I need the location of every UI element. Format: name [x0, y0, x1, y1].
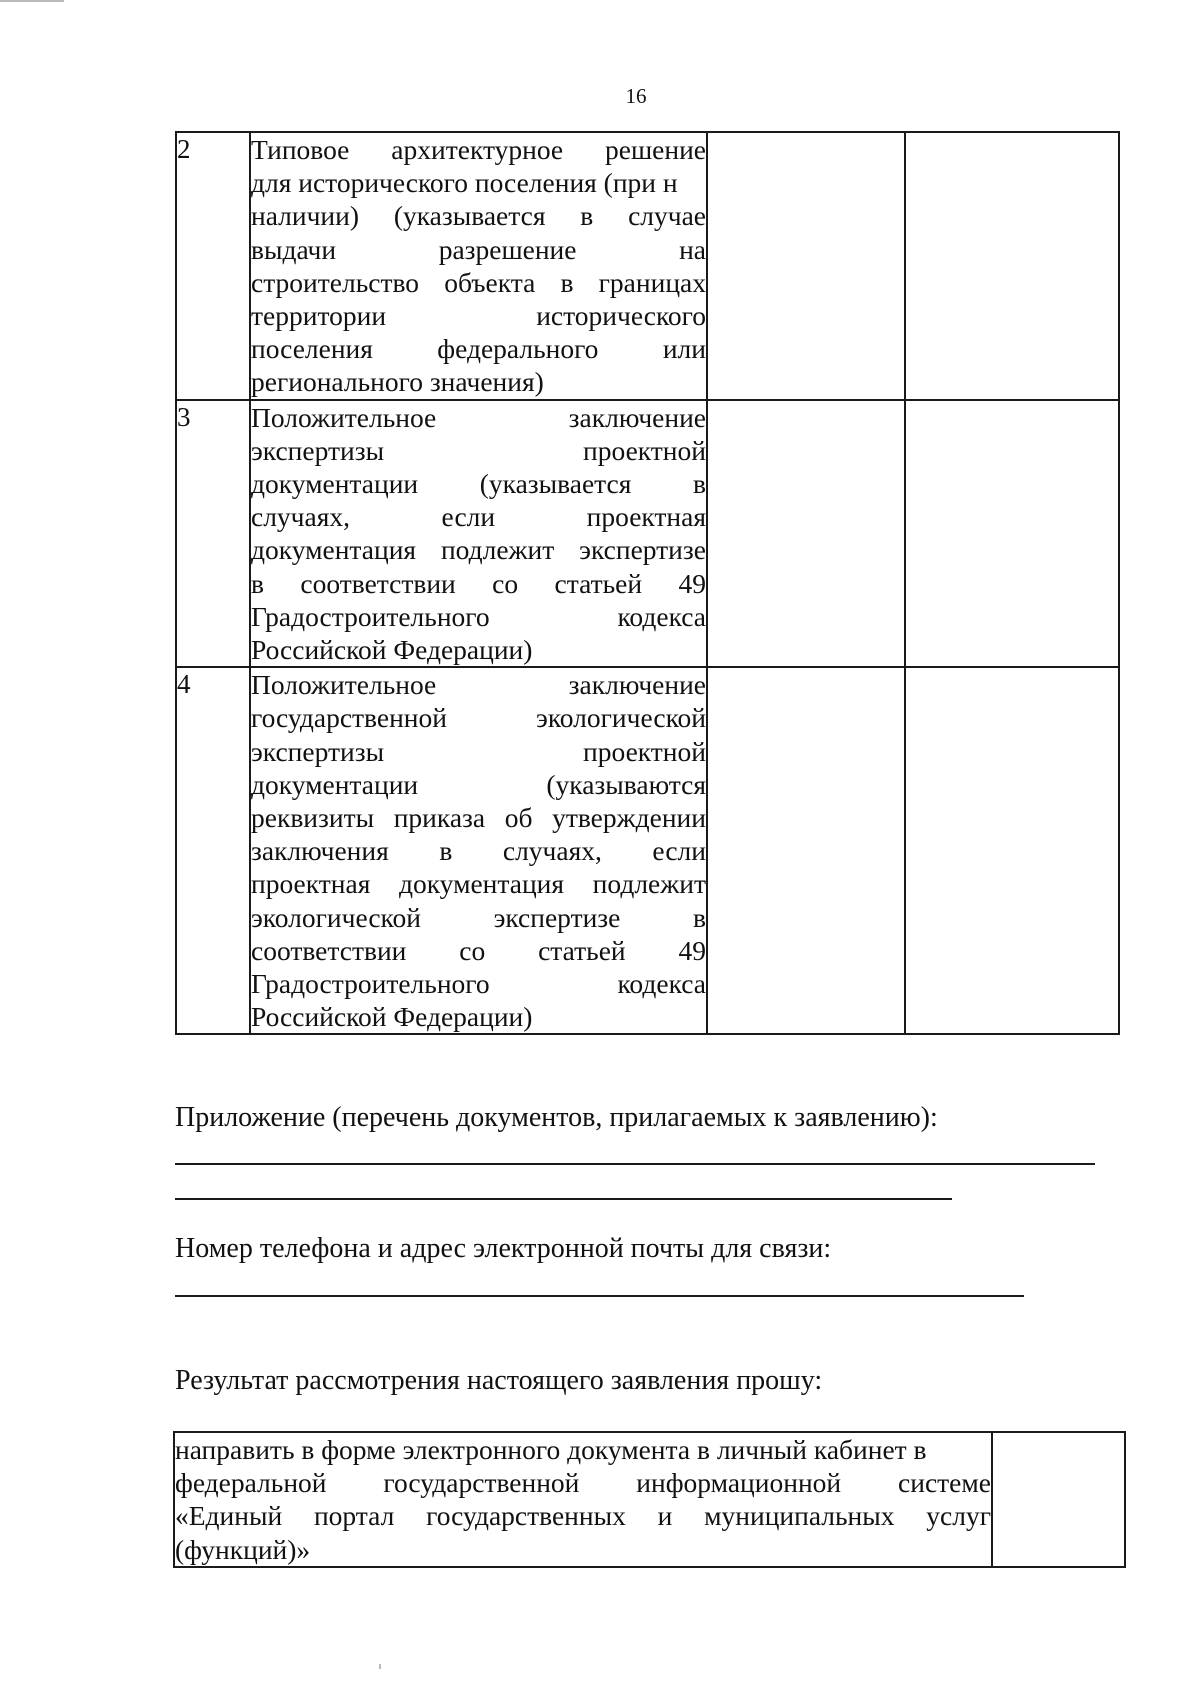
text-line: Российской Федерации) — [251, 1001, 533, 1033]
text-line: экспертизы проектной — [251, 434, 706, 466]
row-number: 2 — [176, 132, 250, 400]
row-description — [250, 400, 707, 668]
text-line: Типовое архитектурное решение — [251, 134, 706, 165]
result-option-mark-cell[interactable] — [992, 1432, 1125, 1567]
table-row — [176, 132, 1119, 400]
text-line: экологической экспертизе в — [251, 901, 706, 933]
row-number: 3 — [176, 400, 250, 668]
page-number: 16 — [625, 84, 647, 108]
text-line: федеральной государственной информационной системе — [175, 1467, 991, 1499]
row-note-cell — [905, 400, 1119, 668]
text-line: для исторического поселения (при н — [251, 167, 678, 199]
table-row — [176, 400, 1119, 668]
text-line: Градостроительного кодекса — [251, 968, 706, 1000]
attachments-line-2 — [175, 1198, 952, 1200]
text-line: регионального значения) — [251, 366, 544, 398]
text-line: документации (указывается в — [251, 468, 706, 500]
text-line: документации (указываются — [251, 768, 706, 800]
row-details-cell — [707, 667, 905, 1034]
row-description — [250, 667, 707, 1034]
text-line: в соответствии со статьей 49 — [251, 567, 706, 599]
text-line: реквизиты приказа об утверждении — [251, 802, 706, 834]
table-row — [174, 1432, 1125, 1567]
text-line: экспертизы проектной — [251, 735, 706, 767]
text-line: государственной экологической — [251, 702, 706, 734]
contact-line — [175, 1295, 1024, 1297]
text-line: документация подлежит экспертизе — [251, 534, 706, 566]
text-line: проектная документация подлежит — [251, 868, 706, 900]
row-details-cell — [707, 400, 905, 668]
documents-table — [175, 131, 1120, 1035]
row-number: 4 — [176, 667, 250, 1034]
text-line: Положительное заключение — [251, 401, 706, 433]
result-options-table — [173, 1431, 1126, 1568]
scan-edge-mark — [0, 0, 64, 2]
table-row — [176, 667, 1119, 1034]
text-line: наличии) (указывается в случае — [251, 200, 706, 232]
text-line: Градостроительного кодекса — [251, 600, 706, 632]
attachments-line-1 — [175, 1163, 1095, 1165]
text-line: соответствии со статьей 49 — [251, 934, 706, 966]
text-line: выдачи разрешение на — [251, 233, 706, 265]
text-line: Положительное заключение — [251, 669, 706, 701]
text-line: направить в форме электронного документа в личный кабинет в — [175, 1434, 927, 1465]
attachments-label: Приложение (перечень документов, прилагаемых к заявлению): — [175, 1102, 938, 1133]
row-description — [250, 132, 707, 400]
text-line: Российской Федерации) — [251, 634, 533, 666]
text-line: поселения федерального или — [251, 333, 706, 365]
text-line: «Единый портал государственных и муниципальных услуг — [175, 1500, 991, 1532]
result-label: Результат рассмотрения настоящего заявления прошу: — [175, 1365, 823, 1396]
text-line: заключения в случаях, если — [251, 835, 706, 867]
result-option-description — [174, 1432, 992, 1567]
row-details-cell — [707, 132, 905, 400]
row-note-cell — [905, 667, 1119, 1034]
text-line: случаях, если проектная — [251, 501, 706, 533]
text-line: (функций)» — [175, 1533, 311, 1565]
scan-speck — [379, 1664, 381, 1669]
text-line: территории исторического — [251, 300, 706, 332]
text-line: строительство объекта в границах — [251, 266, 706, 298]
row-note-cell — [905, 132, 1119, 400]
contact-label: Номер телефона и адрес электронной почты для связи: — [175, 1233, 832, 1264]
